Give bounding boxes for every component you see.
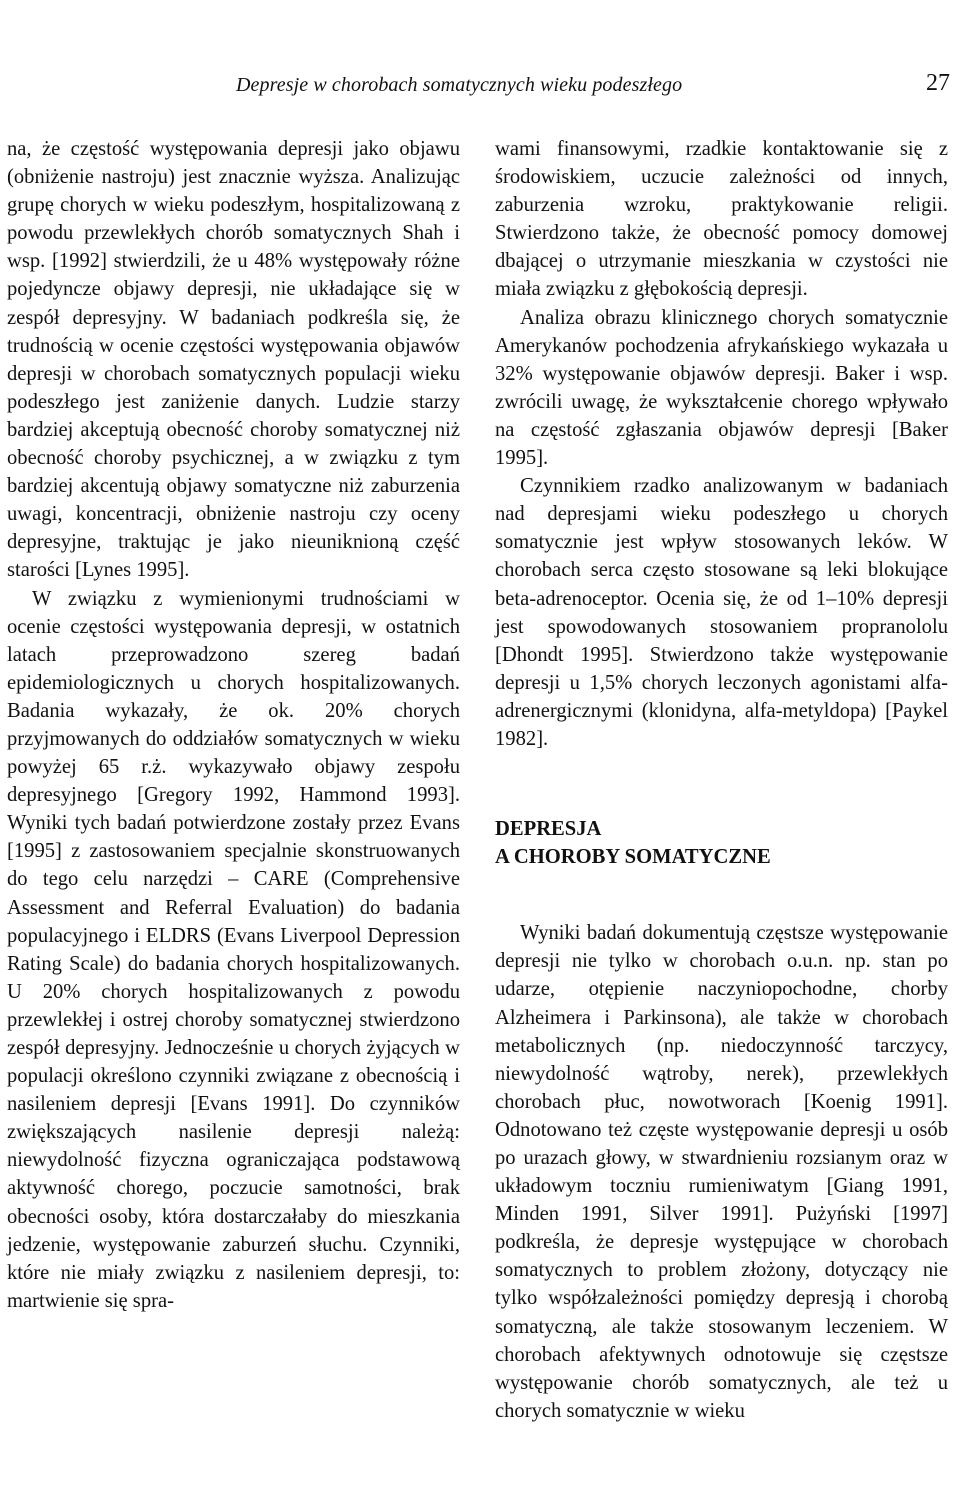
page-number: 27 <box>926 70 950 96</box>
paragraph: Wyniki badań dokumentują częstsze występowanie depresji nie tylko w chorobach o.u.n. np. stan po udarze, otępienie naczyniopochodne, chorby Alzheimera i Parkinsona), ale także w chorobach metabolicznych (np. niedoczynność tarczycy, niewydolność wątroby, nerek), przewlekłych chorobach płuc, nowotworach [Koenig 1991]. Odnotowano też częste występowanie depresji u osób po urazach głowy, w stwardnieniu rozsianym oraz w układowym toczniu rumieniwatym [Giang 1991, Minden 1991, Silver 1991]. Pużyński [1997] podkreśla, że depresje występujące w chorobach somatycznych to problem złożony, dotyczący nie tylko współzależności pomiędzy depresją i chorobą somatyczną, ale także stosowanym leczeniem. W chorobach afektywnych odnotowuje się częstsze występowanie chorób somatycznych, ale też u chorych somatycznie w wieku <box>495 922 948 1422</box>
paragraph: Analiza obrazu klinicznego chorych somatycznie Amerykanów pochodzenia afrykańskiego wykazała u 32% występowanie objawów depresji. Baker i wsp. zwrócili uwagę, że wykształcenie chorego wpływało na częstość zgłaszania objawów depresji [Baker 1995]. <box>495 306 948 470</box>
paragraph: na, że częstość występowania depresji jako objawu (obniżenie nastroju) jest znacznie wyższa. Analizując grupę chorych w wieku podeszłym, hospitalizowaną z powodu przewlekłych chorób somatycznych Shah i wsp. [1992] stwierdzili, że u 48% występowały różne pojedyncze objawy depresji, nie układające się w zespół depresyjny. W badaniach podkreśla się, że trudnością w ocenie częstości występowania objawów depresji w chorobach somatycznych populacji wieku podeszłego jest zaniżenie danych. Ludzie starzy bardziej akceptują obecność choroby somatycznej niż obecność choroby psychicznej, a w związku z tym bardziej akcentują objawy somatyczne niż zaburzenia uwagi, koncentracji, obniżenie nastroju czy oceny depresyjne, traktując je jako nieuniknioną część starości [Lynes 1995]. <box>7 138 460 582</box>
left-column <box>7 135 460 1315</box>
section-heading-line-1: DEPRESJA <box>495 818 602 841</box>
paragraph: wami finansowymi, rzadkie kontaktowanie się z środowiskiem, uczucie zależności od innych, zaburzenia wzroku, praktykowanie religii. Stwierdzono także, że obecność pomocy domowej dbającej o utrzymanie mieszkania w czystości nie miała związku z głębokością depresji. <box>495 138 948 301</box>
heading-spacer <box>495 871 948 919</box>
paragraph: Czynnikiem rzadko analizowanym w badaniach nad depresjami wieku podeszłego u chorych somatycznie jest wpływ stosowanych leków. W chorobach serca często stosowane są leki blokujące beta-adrenoceptor. Ocenia się, że od 1–10% depresji jest spowodowanych stosowaniem propranololu [Dhondt 1995]. Stwierdzono także występowanie depresji u 1,5% chorych leczonych agonistami alfa-adrenergicznymi (klonidyna, alfa-metyldopa) [Paykel 1982]. <box>495 475 948 750</box>
running-title: Depresje w chorobach somatycznych wieku podeszłego <box>236 74 683 96</box>
section-heading-line-2: A CHOROBY SOMATYCZNE <box>495 846 771 869</box>
running-header <box>0 70 960 106</box>
paragraph: W związku z wymienionymi trudnościami w ocenie częstości występowania depresji, w ostatnich latach przeprowadzono szereg badań epidemiologicznych u chorych hospitalizowanych. Badania wykazały, że ok. 20% chorych przyjmowanych do oddziałów somatycznych w wieku powyżej 65 r.ż. wykazywało objawy zespołu depresyjnego [Gregory 1992, Hammond 1993]. Wyniki tych badań potwierdzone zostały przez Evans [1995] z zastosowaniem specjalnie skonstruowanych do tego celu narzędzi – CARE (Comprehensive Assessment and Referral Evaluation) do badania populacyjnego i ELDRS (Evans Liverpool Depression Rating Scale) do badania chorych hospitalizowanych. U 20% chorych hospitalizowanych z powodu przewlekłej i ostrej choroby somatycznej stwierdzono zespół depresyjny. Jednocześnie u chorych żyjących w populacji określono czynniki związane z obecnością i nasileniem depresji [Evans 1991]. Do czynników zwiększających nasilenie depresji należą: niewydolność fizyczna ograniczająca podstawową aktywność chorego, poczucie samotności, brak obecności osoby, która dostarczałaby do mieszkania jedzenie, występowanie zaburzeń słuchu. Czynniki, które nie miały związku z nasileniem depresji, to: martwienie się spra- <box>7 587 460 1312</box>
right-column <box>495 135 948 1425</box>
